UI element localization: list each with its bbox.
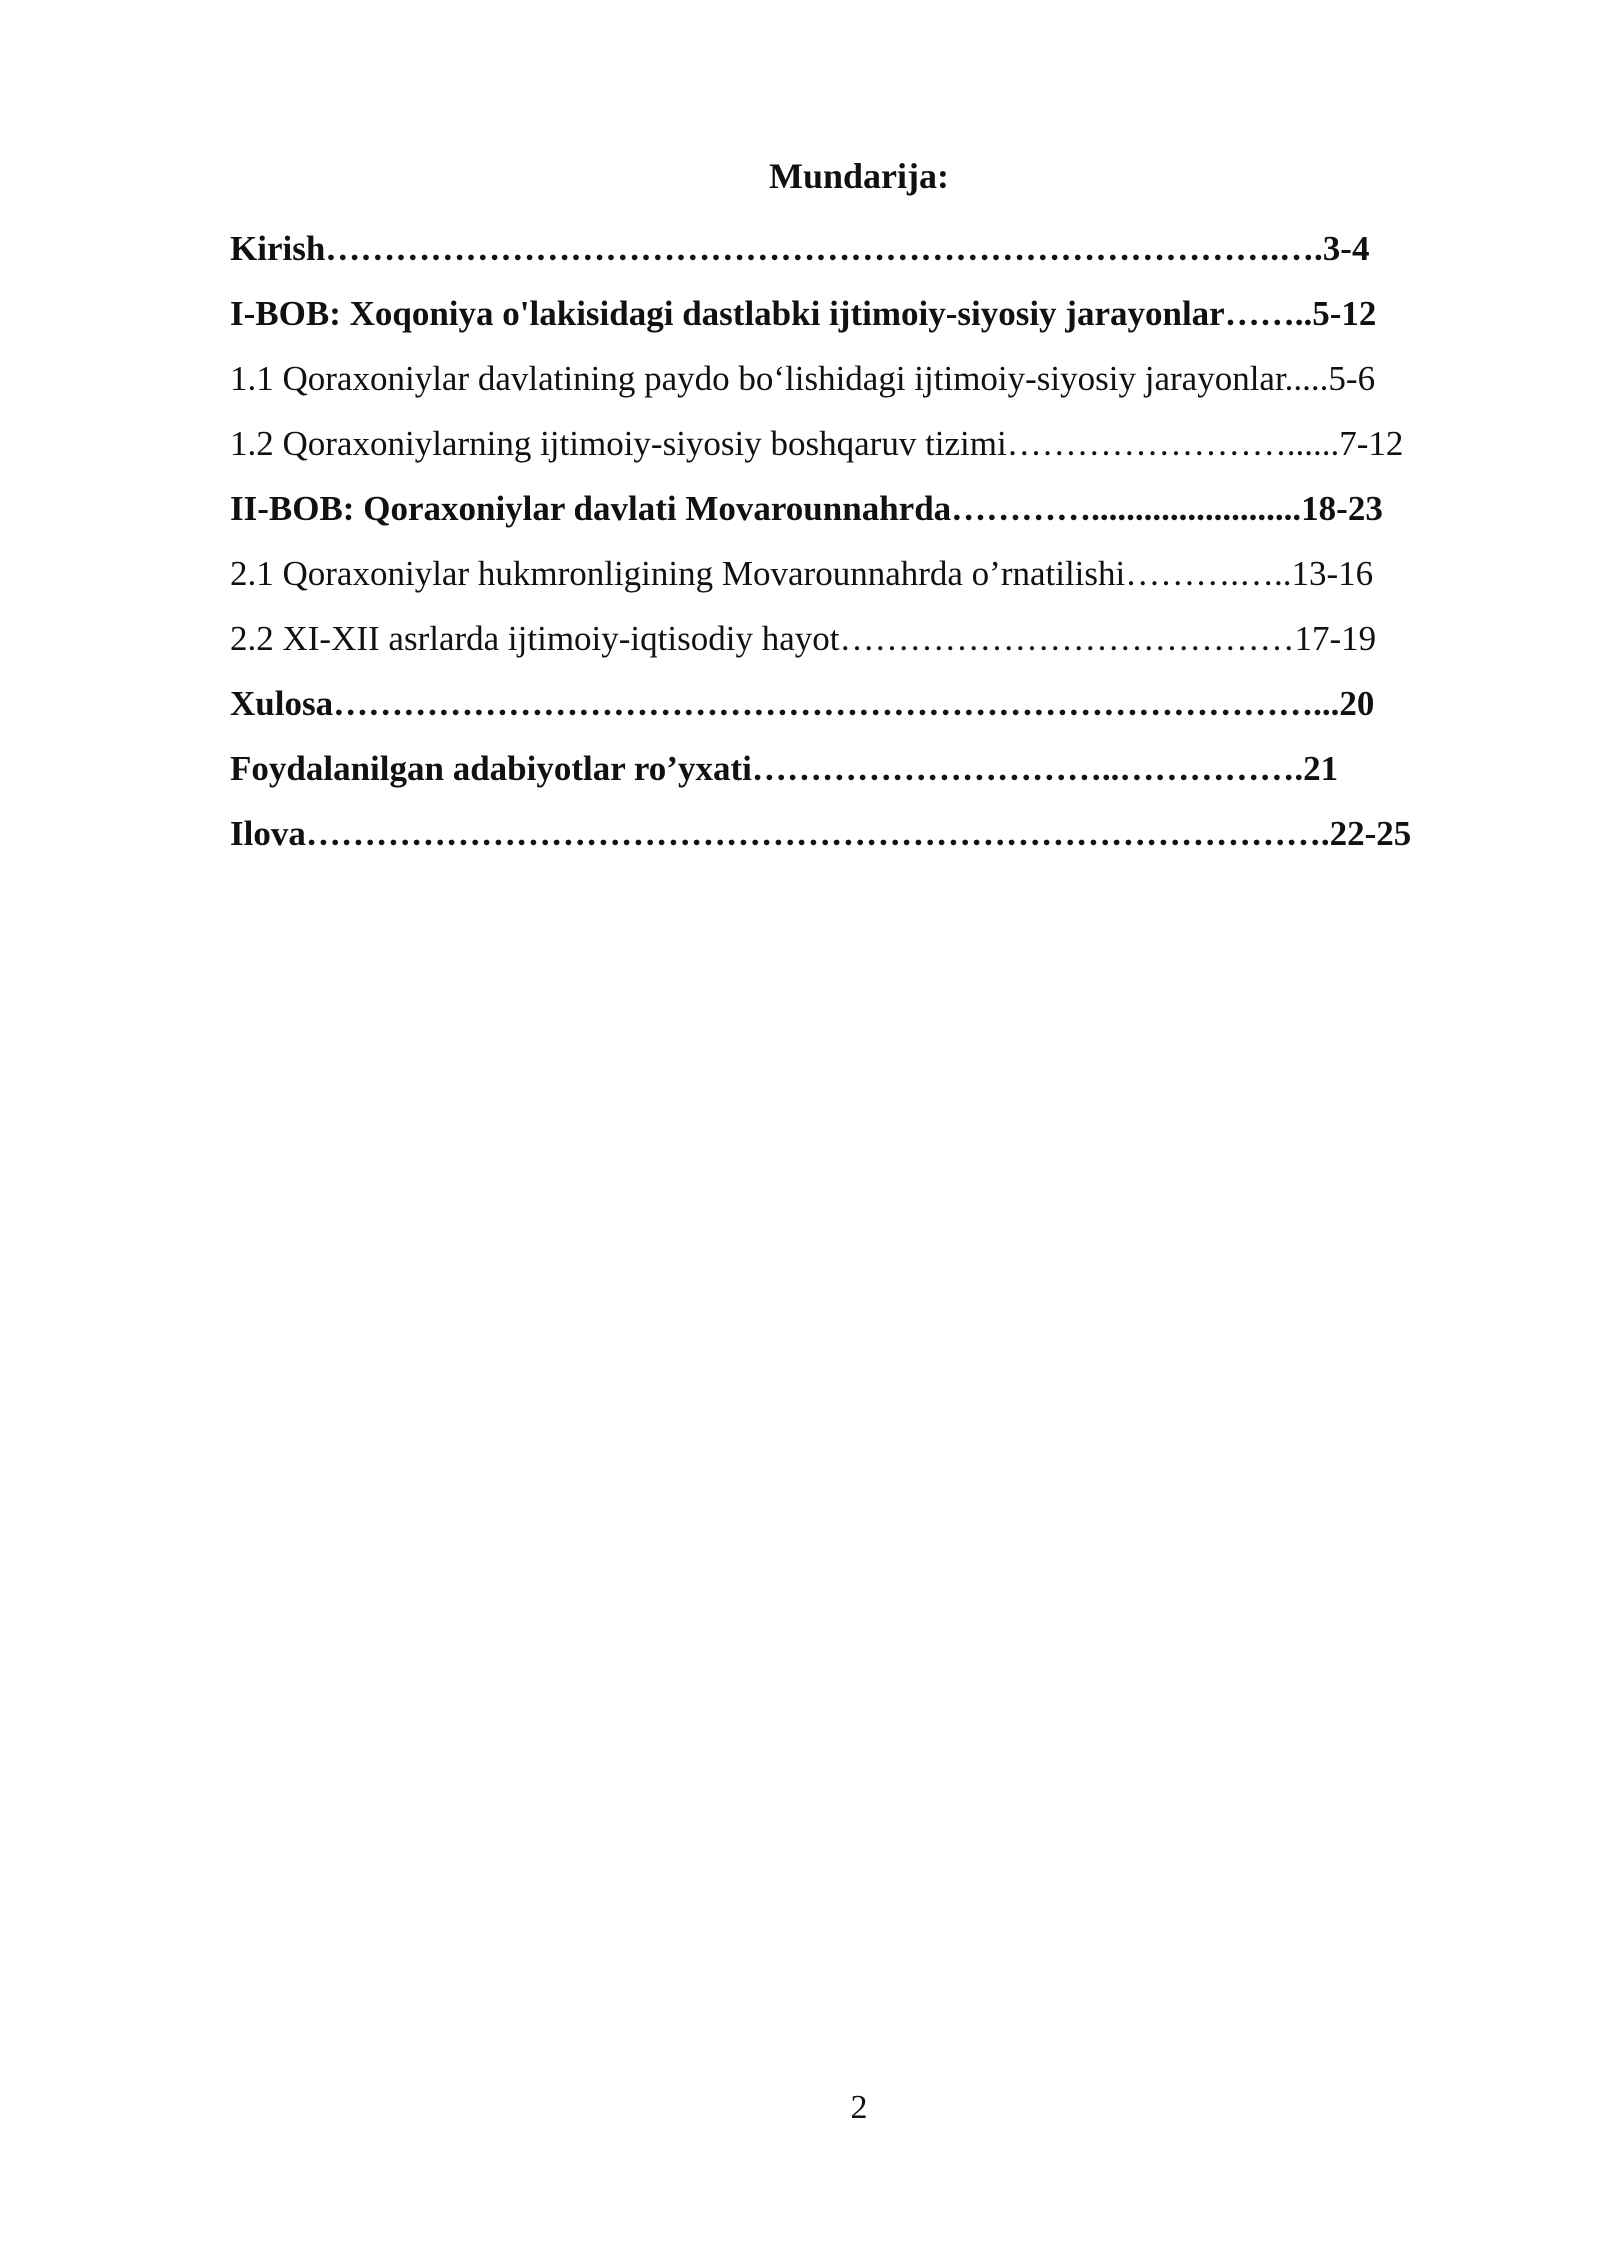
table-of-contents [230,216,1470,866]
toc-entry-chapter-2: II-BOB: Qoraxoniylar davlati Movarounnahrda…………........................18-23 [230,489,1383,528]
toc-entry-kirish: Kirish……………………………………………………………………….….3-4 [230,229,1370,268]
toc-entry-section-2-2: 2.2 XI-XII asrlarda ijtimoiy-iqtisodiy hayot…………………………………17-19 [230,619,1377,658]
page-number: 2 [850,2089,868,2126]
toc-entry-references: Foydalanilgan adabiyotlar ro’yxati…………………………..…………….21 [230,749,1339,788]
toc-entry-conclusion: Xulosa…………………………………………………………………………...20 [230,684,1375,723]
toc-entry-section-2-1: 2.1 Qoraxoniylar hukmronligining Movarounnahrda o’rnatilishi……….…..13-16 [230,554,1374,593]
toc-entry-appendix: Ilova…………………………………………………………………………….22-25 [230,814,1412,853]
toc-entry-chapter-1: I-BOB: Xoqoniya o'lakisidagi dastlabki ijtimoiy-siyosiy jarayonlar……..5-12 [230,294,1377,333]
toc-entry-section-1-2: 1.2 Qoraxoniylarning ijtimoiy-siyosiy boshqaruv tizimi……………………......7-12 [230,424,1404,463]
page-title: Mundarija: [769,156,949,196]
toc-entry-section-1-1: 1.1 Qoraxoniylar davlatining paydo bo‘lishidagi ijtimoiy-siyosiy jarayonlar.....5-6 [230,359,1376,398]
